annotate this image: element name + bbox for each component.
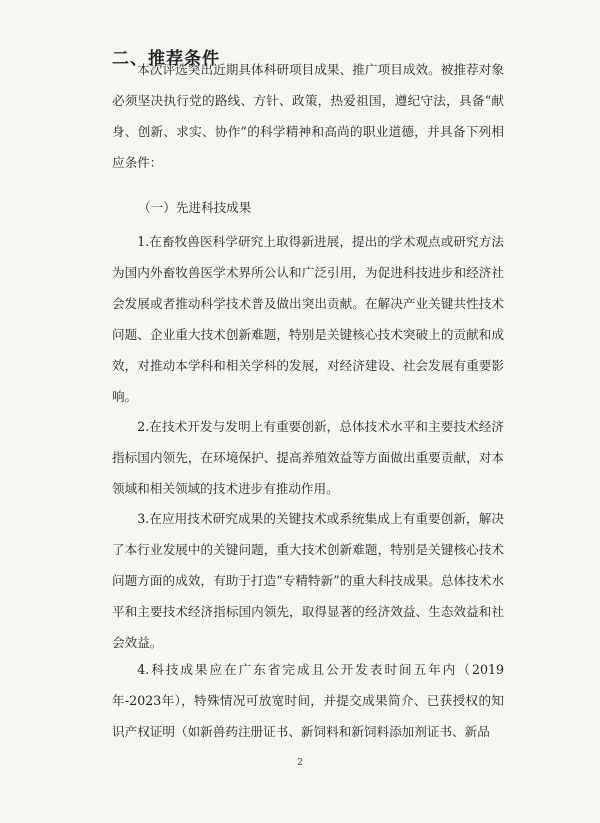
subsection-title: （一）先进科技成果 (138, 200, 252, 215)
section-title: 二、推荐条件 (112, 49, 220, 69)
criteria-item-2: 2.在技术开发与发明上有重要创新，总体技术水平和主要技术经济指标国内领先，在环境保护、提高养殖效益等方面做出重要贡献，对本领域和相关领域的技术进步有推动作用。 (112, 419, 504, 496)
criteria-item-3: 3.在应用技术研究成果的关键技术或系统集成上有重要创新，解决了本行业发展中的关键问题，重大技术创新难题，特别是关键核心技术问题方面的成效，有助于打造“专精特新”的重大科技成果。总体技术水平和主要技术经济指标国内领先，取得显著的经济效益、生态效益和社会效益。 (112, 511, 504, 650)
criteria-item-1: 1.在畜牧兽医科学研究上取得新进展，提出的学术观点或研究方法为国内外畜牧兽医学术界所公认和广泛引用，为促进科技进步和经济社会发展或者推动科学技术普及做出突出贡献。在解决产业关键共性技术问题、企业重大技术创新难题，特别是关键核心技术突破上的贡献和成效，对推动本学科和相关学科的发展，对经济建设、社会发展有重要影响。 (112, 234, 504, 404)
criteria-item-4: 4.科技成果应在广东省完成且公开发表时间五年内（2019年-2023年），特殊情况可放宽时间，并提交成果简介、已获授权的知识产权证明（如新兽药注册证书、新饲料和新饲料添加剂证书、新品 (112, 662, 504, 739)
page-number: 2 (297, 758, 303, 768)
intro-paragraph: 本次评选突出近期具体科研项目成果、推广项目成效。被推荐对象必须坚决执行党的路线、方针、政策，热爱祖国，遵纪守法，具备“献身、创新、求实、协作”的科学精神和高尚的职业道德，并具备下列相应条件： (112, 62, 504, 170)
